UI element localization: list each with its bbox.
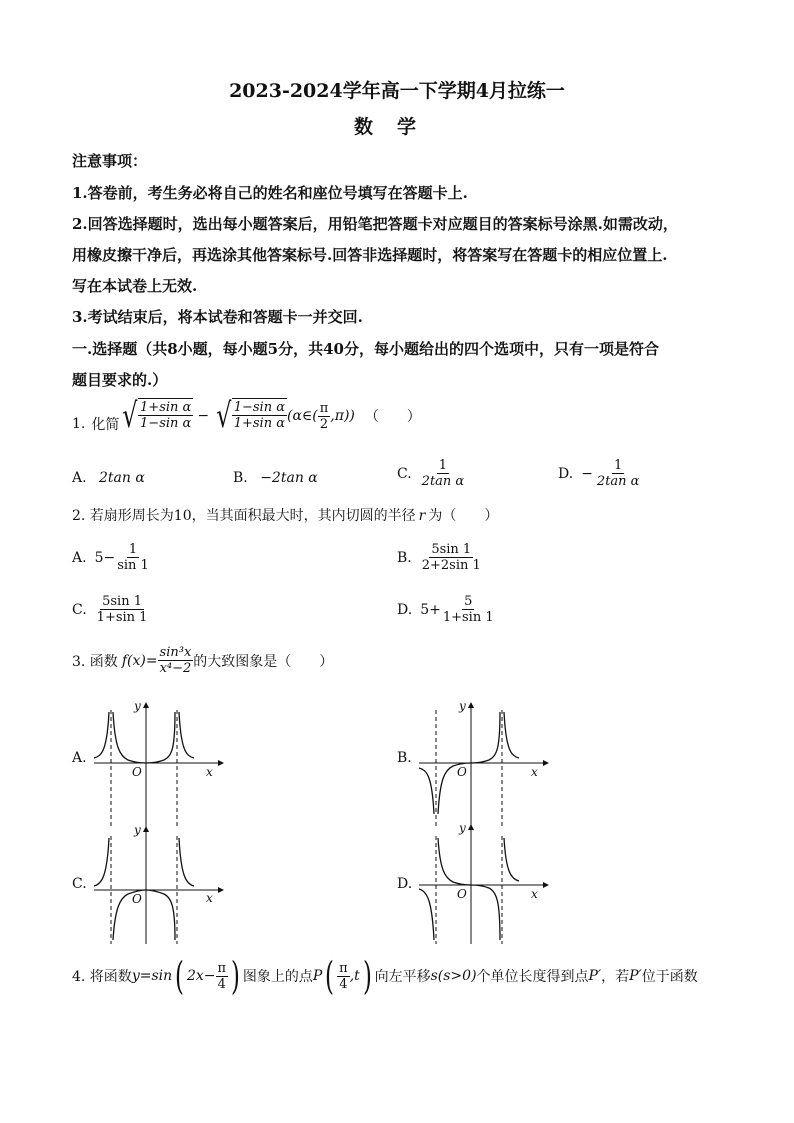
graph-option-d xyxy=(415,822,555,952)
q3-option-c-label: C. xyxy=(72,876,87,892)
notes-heading: 注意事项： xyxy=(72,152,148,170)
origin-label: O xyxy=(132,765,142,779)
axis-x-label: x xyxy=(531,887,538,901)
q1-option-d: D. − $\frac{1}{\text{2tan α}}$ xyxy=(558,458,640,489)
note-item-3: 3.考试结束后，将本试卷和答题卡一并交回. xyxy=(72,308,363,326)
q2-option-a: A. 5− $\frac{1}{\sin 1}$ xyxy=(72,542,149,573)
q3-option-a-label: A. xyxy=(72,750,87,766)
question-1-condition: (α∈( $\frac{\pi}{2}$ ,π)) xyxy=(287,400,355,432)
q3-option-b-label: B. xyxy=(397,750,412,766)
graph-option-a xyxy=(90,700,230,830)
question-4-stem: 4. 将函数 y=sin ( 2x− $\frac{\pi}{4}$ ) 图象上的点 P ( $\frac{\pi}{4}$ ,t ) 向左平移 s(s>0) 个单位长度得到点 P′ ，若 P′ 位于函数 xyxy=(72,954,698,998)
q3-option-d-label: D. xyxy=(397,876,413,892)
note-item-2-line-1: 2.回答选择题时，选出每小题答案后，用铅笔把答题卡对应题目的答案标号涂黑.如需改动， xyxy=(72,215,678,233)
question-1-prefix: 化简 xyxy=(91,417,120,433)
q1-option-a: A. 2tan α xyxy=(72,470,145,486)
question-1-stem: 1. 化简 √ $\frac{\text{1+sin α}}{\text{1−sin α}}$ − √ $\frac{\text{1−sin α}}{\text{1+sin α}}$ (α∈( $\frac{\pi}{2}$ ,π)) （ ） xyxy=(72,396,421,436)
axis-y-label: y xyxy=(459,699,466,713)
q1-option-b: B. −2tan α xyxy=(233,470,318,486)
axis-y-label: y xyxy=(134,823,141,837)
section-heading-line-1: 一.选择题（共8小题，每小题5分，共40分，每小题给出的四个选项中，只有一项是符合 xyxy=(72,340,659,358)
q1-option-c: C. $\frac{1}{\text{2tan α}}$ xyxy=(397,458,465,489)
section-heading-line-2: 题目要求的.） xyxy=(72,371,168,389)
q2-option-c: C. $\frac{5\sin 1}{1+\sin 1}$ xyxy=(72,594,148,625)
answer-blank: （ ） xyxy=(364,409,421,425)
question-2-stem: 2. 若扇形周长为10，当其面积最大时，其内切圆的半径 r 为（ ） xyxy=(72,508,499,524)
radical-2: √ $\frac{\text{1−sin α}}{\text{1+sin α}}$ xyxy=(216,396,285,436)
origin-label: O xyxy=(457,765,467,779)
axis-x-label: x xyxy=(206,765,213,779)
q2-option-b: B. $\frac{5\sin 1}{2+2\sin 1}$ xyxy=(397,542,481,573)
question-3-stem: 3. 函数 f(x)= $\frac{\text{sin³x}}{\text{x⁴−2}}$ 的大致图象是（ ） xyxy=(72,645,334,676)
q2-option-d: D. 5+ $\frac{5}{1+\sin 1}$ xyxy=(397,594,494,625)
axis-y-label: y xyxy=(134,699,141,713)
graph-option-c xyxy=(90,822,230,952)
axis-x-label: x xyxy=(531,765,538,779)
exam-subject: 数学 xyxy=(353,116,440,138)
axis-x-label: x xyxy=(206,891,213,905)
exam-title: 2023-2024学年高一下学期4月拉练一 xyxy=(229,80,565,102)
radical-1: √ $\frac{\text{1+sin α}}{\text{1−sin α}}$ xyxy=(122,396,192,436)
origin-label: O xyxy=(457,887,467,901)
origin-label: O xyxy=(132,892,142,906)
graph-option-b xyxy=(415,700,555,830)
question-1-number: 1. xyxy=(72,416,86,432)
note-item-2-line-3: 写在本试卷上无效. xyxy=(72,277,198,295)
axis-y-label: y xyxy=(459,821,466,835)
note-item-1: 1.答卷前，考生务必将自己的姓名和座位号填写在答题卡上. xyxy=(72,184,468,202)
note-item-2-line-2: 用橡皮擦干净后，再选涂其他答案标号.回答非选择题时，将答案写在答题卡的相应位置上. xyxy=(72,246,668,264)
